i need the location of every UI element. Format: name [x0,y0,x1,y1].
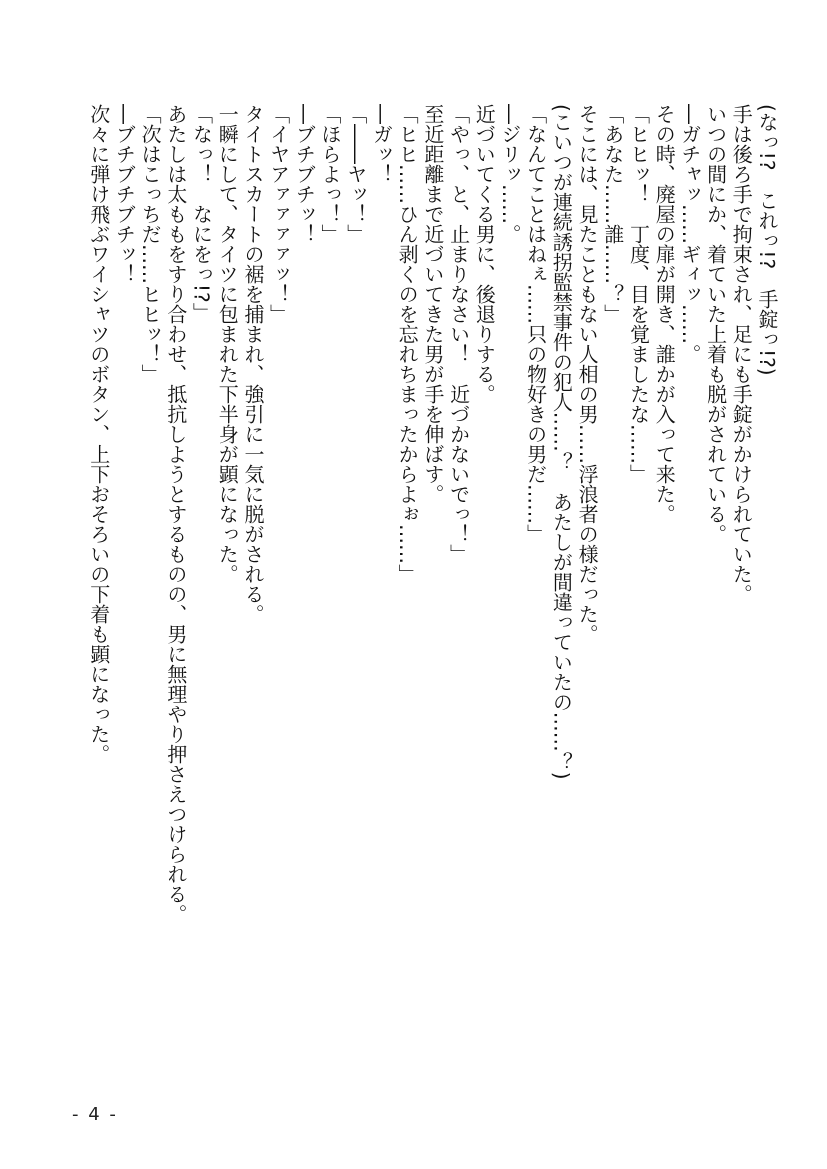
text-line: 「次はこっちだ……ヒヒッ！」 [138,104,163,384]
text-line: 「ヒヒ……ひん剥くのを忘れちまったからよぉ……」 [395,104,420,584]
text-line: (なっ!? これっ!? 手錠っ!?) [755,104,779,376]
text-line: 「あなた……誰……？」 [600,104,625,324]
text-line: タイトスカートの裾を捕まれ、強引に一気に脱がされる。 [240,104,265,624]
text-line: 手は後ろ手で拘束され、足にも手錠がかけられていた。 [729,104,754,604]
text-line: 「――ヤッ！」 [343,104,368,244]
text-line: 至近距離まで近づいてきた男が手を伸ばす。 [420,104,445,504]
text-line: ―ガチャッ……ギィッ……。 [677,104,702,364]
text-line: ―ブチブチッ！ [292,104,317,244]
text-line: ―ジリッ……。 [497,104,522,244]
text-line: いつの間にか、着ていた上着も脱がされている。 [703,104,728,544]
text-line: 近づいてくる男に、後退りする。 [472,104,497,404]
text-line: 「やっ、と、止まりなさい！ 近づかないでっ！」 [446,104,471,564]
text-line: 「イヤアァァァァッ！」 [266,104,291,324]
text-line: その時、廃屋の扉が開き、誰かが入って来た。 [652,104,677,524]
text-line: 一瞬にして、タイツに包まれた下半身が顕になった。 [215,104,240,584]
vertical-body-text [85,104,779,924]
text-line: 「なんてことはねぇ……只の物好きの男だ……」 [523,104,548,544]
text-line: 「ほらよっ！」 [318,104,343,244]
text-line: ―ガッ！ [369,104,394,184]
text-line: 「なっ！ なにをっ!?」 [189,104,214,323]
text-line: 次々に弾け飛ぶワイシャツのボタン、上下おそろいの下着も顕になった。 [86,104,111,764]
text-line: そこには、見たこともない人相の男……浮浪者の様だった。 [575,104,600,644]
page-number: - 4 - [72,1104,118,1125]
text-line: (こいつが連続誘拐監禁事件の犯人……？ あたしが間違っていたの……？) [549,104,574,780]
text-line: あたしは太ももをすり合わせ、抵抗しようとするものの、男に無理やり押さえつけられる。 [163,104,188,924]
text-line: ―ブチブチブチッ！ [112,104,137,284]
text-line: 「ヒヒッ！ 丁度、目を覚ましたな……」 [626,104,651,484]
